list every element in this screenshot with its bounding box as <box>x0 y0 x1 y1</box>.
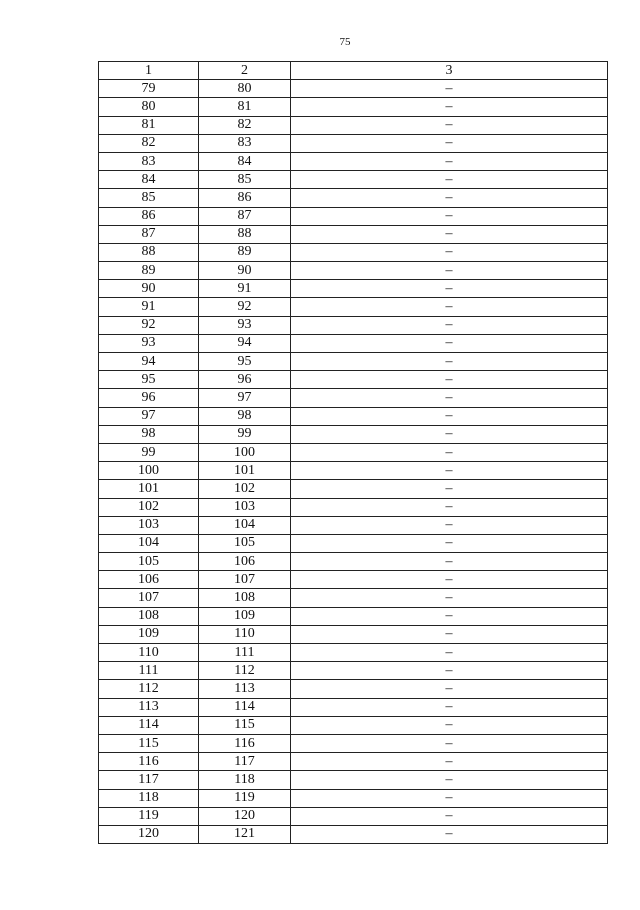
table-row <box>99 316 608 334</box>
table-row <box>99 407 608 425</box>
table-cell-col-3: – <box>291 716 608 734</box>
table-cell-col-3: – <box>291 825 608 843</box>
table-cell-col-3: – <box>291 225 608 243</box>
table-cell-col-2: 95 <box>199 353 291 371</box>
table-cell-col-3: – <box>291 734 608 752</box>
table-cell-col-1: 108 <box>99 607 199 625</box>
table-cell-col-2: 89 <box>199 243 291 261</box>
table-cell-col-1: 101 <box>99 480 199 498</box>
table-cell-col-3: – <box>291 207 608 225</box>
column-header-1: 1 <box>99 62 199 80</box>
table-cell-col-1: 98 <box>99 425 199 443</box>
table-cell-col-1: 90 <box>99 280 199 298</box>
table-row <box>99 189 608 207</box>
table-cell-col-2: 91 <box>199 280 291 298</box>
table-cell-col-2: 87 <box>199 207 291 225</box>
table-cell-col-1: 88 <box>99 243 199 261</box>
table-cell-col-1: 117 <box>99 771 199 789</box>
table-cell-col-2: 102 <box>199 480 291 498</box>
table-cell-col-3: – <box>291 680 608 698</box>
table-cell-col-1: 81 <box>99 116 199 134</box>
table-cell-col-2: 83 <box>199 134 291 152</box>
table-cell-col-3: – <box>291 371 608 389</box>
table-cell-col-2: 104 <box>199 516 291 534</box>
table-cell-col-2: 86 <box>199 189 291 207</box>
table-cell-col-1: 104 <box>99 534 199 552</box>
table-row <box>99 571 608 589</box>
table-body <box>99 80 608 844</box>
table-cell-col-3: – <box>291 589 608 607</box>
table-cell-col-1: 92 <box>99 316 199 334</box>
table-cell-col-1: 114 <box>99 716 199 734</box>
table-cell-col-3: – <box>291 280 608 298</box>
table-cell-col-1: 93 <box>99 334 199 352</box>
table-row <box>99 280 608 298</box>
table-row <box>99 207 608 225</box>
table-row <box>99 607 608 625</box>
table-cell-col-1: 109 <box>99 625 199 643</box>
table-cell-col-1: 102 <box>99 498 199 516</box>
table-row <box>99 225 608 243</box>
table-cell-col-1: 119 <box>99 807 199 825</box>
table-cell-col-2: 99 <box>199 425 291 443</box>
table-cell-col-1: 86 <box>99 207 199 225</box>
table-header-row <box>99 62 608 80</box>
table-cell-col-3: – <box>291 480 608 498</box>
table-cell-col-1: 113 <box>99 698 199 716</box>
table-cell-col-2: 93 <box>199 316 291 334</box>
table-cell-col-2: 94 <box>199 334 291 352</box>
table-cell-col-3: – <box>291 407 608 425</box>
table-cell-col-3: – <box>291 462 608 480</box>
table-cell-col-3: – <box>291 498 608 516</box>
table-row <box>99 680 608 698</box>
table-row <box>99 644 608 662</box>
table-cell-col-2: 90 <box>199 262 291 280</box>
table-cell-col-2: 109 <box>199 607 291 625</box>
table-cell-col-3: – <box>291 152 608 170</box>
table-header <box>99 62 608 80</box>
table-row <box>99 389 608 407</box>
table-cell-col-1: 120 <box>99 825 199 843</box>
table-cell-col-3: – <box>291 753 608 771</box>
table-row <box>99 152 608 170</box>
table-cell-col-2: 82 <box>199 116 291 134</box>
table-cell-col-3: – <box>291 625 608 643</box>
table-row <box>99 425 608 443</box>
table-row <box>99 462 608 480</box>
table-row <box>99 443 608 461</box>
table-cell-col-3: – <box>291 771 608 789</box>
table-cell-col-2: 120 <box>199 807 291 825</box>
table-cell-col-2: 80 <box>199 80 291 98</box>
table-cell-col-3: – <box>291 98 608 116</box>
data-table <box>98 61 608 844</box>
table-cell-col-1: 111 <box>99 662 199 680</box>
table-row <box>99 534 608 552</box>
table-cell-col-3: – <box>291 698 608 716</box>
table-row <box>99 662 608 680</box>
table-cell-col-2: 105 <box>199 534 291 552</box>
table-cell-col-1: 87 <box>99 225 199 243</box>
table-cell-col-2: 112 <box>199 662 291 680</box>
table-row <box>99 734 608 752</box>
table-row <box>99 589 608 607</box>
table-cell-col-2: 84 <box>199 152 291 170</box>
table-cell-col-2: 98 <box>199 407 291 425</box>
table-cell-col-1: 95 <box>99 371 199 389</box>
table-row <box>99 498 608 516</box>
table-cell-col-2: 119 <box>199 789 291 807</box>
table-cell-col-1: 100 <box>99 462 199 480</box>
table-row <box>99 80 608 98</box>
table-cell-col-1: 118 <box>99 789 199 807</box>
table-row <box>99 825 608 843</box>
table-row <box>99 698 608 716</box>
table-cell-col-1: 106 <box>99 571 199 589</box>
table-row <box>99 553 608 571</box>
table-row <box>99 753 608 771</box>
table-cell-col-3: – <box>291 316 608 334</box>
table-cell-col-1: 99 <box>99 443 199 461</box>
table-row <box>99 371 608 389</box>
table-row <box>99 353 608 371</box>
table-row <box>99 298 608 316</box>
table-cell-col-1: 112 <box>99 680 199 698</box>
table-cell-col-2: 96 <box>199 371 291 389</box>
table-cell-col-1: 84 <box>99 171 199 189</box>
table-row <box>99 334 608 352</box>
table-cell-col-2: 100 <box>199 443 291 461</box>
table-cell-col-1: 110 <box>99 644 199 662</box>
table-cell-col-2: 106 <box>199 553 291 571</box>
table-cell-col-3: – <box>291 443 608 461</box>
table-cell-col-1: 85 <box>99 189 199 207</box>
table-cell-col-3: – <box>291 134 608 152</box>
table-row <box>99 625 608 643</box>
table-row <box>99 716 608 734</box>
table-row <box>99 134 608 152</box>
table-cell-col-3: – <box>291 116 608 134</box>
table-cell-col-2: 116 <box>199 734 291 752</box>
table-cell-col-2: 92 <box>199 298 291 316</box>
page-number: 75 <box>339 36 351 48</box>
table-cell-col-3: – <box>291 662 608 680</box>
table-row <box>99 480 608 498</box>
table-cell-col-2: 110 <box>199 625 291 643</box>
table-row <box>99 771 608 789</box>
table-cell-col-2: 118 <box>199 771 291 789</box>
table-cell-col-1: 91 <box>99 298 199 316</box>
table-row <box>99 807 608 825</box>
table-cell-col-3: – <box>291 262 608 280</box>
table-cell-col-2: 108 <box>199 589 291 607</box>
table-cell-col-1: 79 <box>99 80 199 98</box>
table-cell-col-2: 107 <box>199 571 291 589</box>
table-cell-col-3: – <box>291 353 608 371</box>
table-cell-col-2: 115 <box>199 716 291 734</box>
table-cell-col-1: 94 <box>99 353 199 371</box>
table-row <box>99 789 608 807</box>
table-cell-col-3: – <box>291 571 608 589</box>
table-cell-col-1: 115 <box>99 734 199 752</box>
table-row <box>99 98 608 116</box>
table-cell-col-2: 85 <box>199 171 291 189</box>
table-cell-col-3: – <box>291 243 608 261</box>
table-row <box>99 116 608 134</box>
table-cell-col-2: 114 <box>199 698 291 716</box>
table-cell-col-3: – <box>291 298 608 316</box>
table-row <box>99 243 608 261</box>
table-cell-col-3: – <box>291 516 608 534</box>
table-cell-col-2: 103 <box>199 498 291 516</box>
table-cell-col-3: – <box>291 80 608 98</box>
table-cell-col-1: 116 <box>99 753 199 771</box>
table-cell-col-3: – <box>291 189 608 207</box>
table-cell-col-3: – <box>291 644 608 662</box>
table-cell-col-1: 105 <box>99 553 199 571</box>
table-cell-col-2: 111 <box>199 644 291 662</box>
column-header-3: 3 <box>291 62 608 80</box>
table-cell-col-2: 121 <box>199 825 291 843</box>
table-cell-col-3: – <box>291 425 608 443</box>
table-cell-col-1: 83 <box>99 152 199 170</box>
table-row <box>99 262 608 280</box>
table-cell-col-2: 81 <box>199 98 291 116</box>
table-cell-col-1: 82 <box>99 134 199 152</box>
table-cell-col-2: 117 <box>199 753 291 771</box>
table-cell-col-1: 103 <box>99 516 199 534</box>
table-cell-col-3: – <box>291 389 608 407</box>
table-cell-col-2: 101 <box>199 462 291 480</box>
table-cell-col-2: 88 <box>199 225 291 243</box>
table-cell-col-3: – <box>291 807 608 825</box>
table-cell-col-3: – <box>291 607 608 625</box>
table-cell-col-2: 97 <box>199 389 291 407</box>
table-cell-col-3: – <box>291 171 608 189</box>
table-row <box>99 171 608 189</box>
table-row <box>99 516 608 534</box>
table-cell-col-1: 97 <box>99 407 199 425</box>
table-cell-col-3: – <box>291 534 608 552</box>
table-cell-col-1: 107 <box>99 589 199 607</box>
column-header-2: 2 <box>199 62 291 80</box>
table-cell-col-1: 80 <box>99 98 199 116</box>
table-cell-col-1: 96 <box>99 389 199 407</box>
table-cell-col-1: 89 <box>99 262 199 280</box>
table-cell-col-3: – <box>291 334 608 352</box>
table-cell-col-3: – <box>291 789 608 807</box>
table-cell-col-3: – <box>291 553 608 571</box>
table-cell-col-2: 113 <box>199 680 291 698</box>
